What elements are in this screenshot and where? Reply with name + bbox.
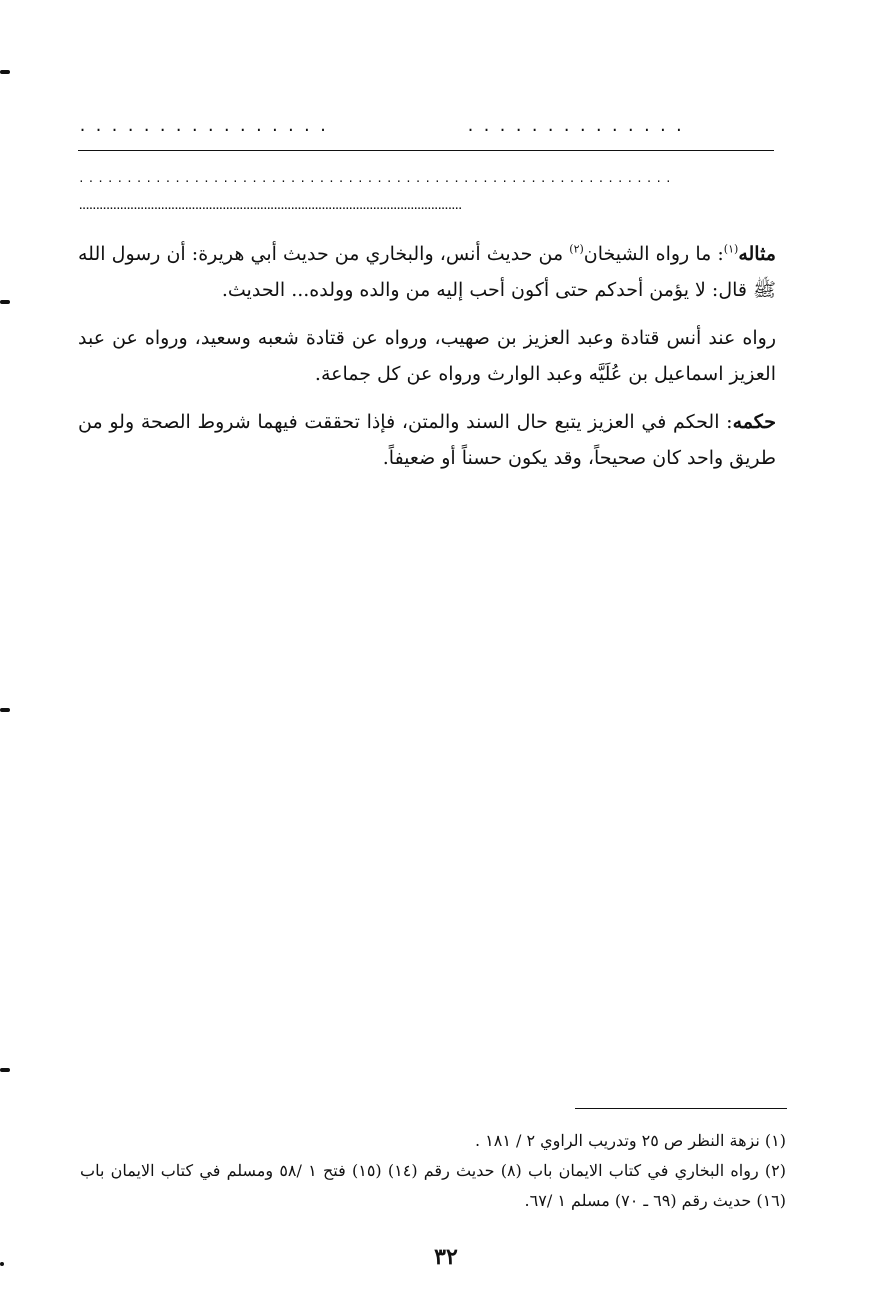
dotted-leader-left: ................: [78, 117, 335, 135]
ruling-text: : الحكم في العزيز يتبع حال السند والمتن، فإذا تحققت فيهما شروط الصحة ولو من طريق واحد كان صحيحاً، وقد يكون حسناً أو ضعيفاً.: [78, 411, 776, 469]
scan-mark: [0, 708, 10, 712]
example-text-a: : ما رواه الشيخان: [583, 243, 724, 265]
scan-mark: [0, 1068, 10, 1072]
footnote-1: (١) نزهة النظر ص ٢٥ وتدريب الراوي ٢ / ١٨١ .: [474, 1131, 786, 1150]
example-heading: مثاله: [738, 243, 776, 265]
example-paragraph: [78, 236, 776, 308]
dotted-leader-row: ..............................................................: [78, 172, 675, 185]
ruling-heading: حكمه: [732, 411, 776, 433]
footnote-ref-1: (١): [723, 242, 739, 256]
footnote-rule: [575, 1108, 787, 1109]
footnotes: [80, 1126, 786, 1216]
narration-paragraph: رواه عند أنس قتادة وعبد العزيز بن صهيب، ورواه عن قتادة شعبه وسعيد، ورواه عن عبد العزيز اسماعيل بن عُلَيَّه وعبد الوارث ورواه عن كل جماعة.: [78, 327, 776, 385]
footnote-2: (٢) رواه البخاري في كتاب الايمان باب (٨) حديث رقم (١٤) (١٥) فتح ١ /٥٨ ومسلم في كتاب الايمان باب (١٦) حديث رقم (٦٩ ـ ٧٠) مسلم ١ /٦٧.: [80, 1161, 786, 1210]
dotted-separator-row: ................................................................................................................: [78, 202, 461, 212]
header-rule: [78, 150, 774, 151]
scan-mark: [0, 300, 10, 304]
scan-mark: [0, 70, 10, 74]
footnote-ref-2: (٢): [569, 242, 584, 256]
ruling-paragraph: [78, 404, 776, 476]
dotted-leader-right: ..............: [466, 117, 691, 135]
example-text-b: من حديث أنس، والبخاري من حديث أبي هريرة: أن رسول الله ﷺ قال: لا يؤمن أحدكم حتى أكون أحب إليه من والده وولده... الحديث.: [78, 243, 776, 301]
page-number: ٣٢: [434, 1244, 458, 1270]
